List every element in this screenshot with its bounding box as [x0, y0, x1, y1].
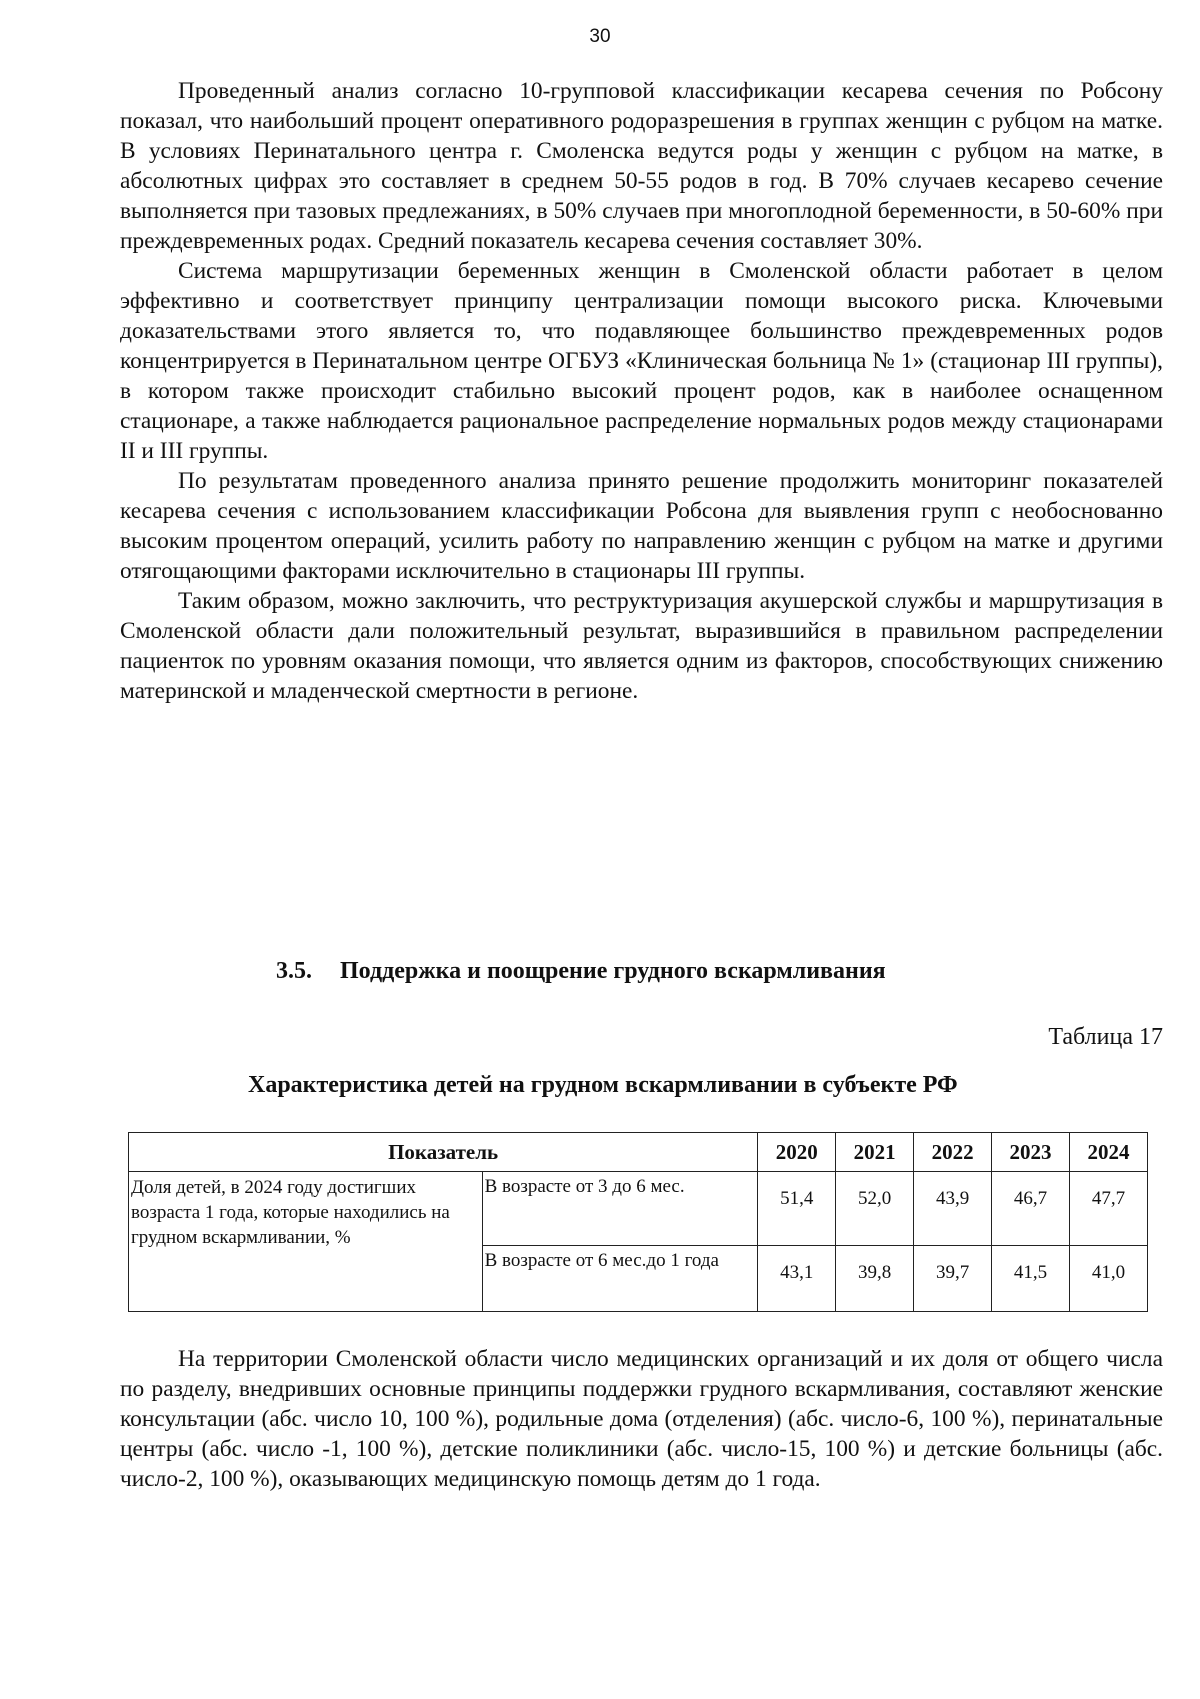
body-text-bottom [120, 1344, 1163, 1494]
table-cell: 51,4 [758, 1172, 836, 1246]
header-year: 2020 [758, 1133, 836, 1172]
header-year: 2022 [914, 1133, 992, 1172]
header-year: 2023 [992, 1133, 1070, 1172]
section-heading [276, 958, 886, 985]
table-cell: 39,8 [836, 1246, 914, 1312]
breastfeeding-table [128, 1132, 1148, 1312]
table-label: Таблица 17 [1048, 1024, 1163, 1050]
section-number: 3.5. [276, 958, 312, 984]
body-text-top [120, 76, 1163, 706]
page-number: 30 [589, 26, 611, 47]
table-cell: 41,0 [1070, 1246, 1148, 1312]
paragraph: Проведенный анализ согласно 10-групповой классификации кесарева сечения по Робсону показал, что наибольший процент оперативного родоразрешения в группах женщин с рубцом на матке. В условиях Перинатального центра г. Смоленска ведутся роды у женщин с рубцом на матке, в абсолютных цифрах это составляет в среднем 50-55 родов в год. В 70% случаев кесарево сечение выполняется при тазовых предлежаниях, в 50% случаев при многоплодной беременности, в 50-60% при преждевременных родах. Средний показатель кесарева сечения составляет 30%. [120, 78, 1163, 254]
table-title: Характеристика детей на грудном вскармливании в субъекте РФ [248, 1072, 958, 1098]
header-year: 2021 [836, 1133, 914, 1172]
row-label: В возрасте от 6 мес.до 1 года [482, 1246, 758, 1312]
table-row [129, 1172, 1148, 1246]
header-indicator: Показатель [129, 1133, 758, 1172]
paragraph: Таким образом, можно заключить, что реструктуризация акушерской службы и маршрутизация в Смоленской области дали положительный результат, выразившийся в правильном распределении пациенток по уровням оказания помощи, что является одним из факторов, способствующих снижению материнской и младенческой смертности в регионе. [120, 588, 1163, 704]
table-cell: 47,7 [1070, 1172, 1148, 1246]
table-cell: 43,9 [914, 1172, 992, 1246]
table-header-row [129, 1133, 1148, 1172]
header-year: 2024 [1070, 1133, 1148, 1172]
row-group-label: Доля детей, в 2024 году достигших возраста 1 года, которые находились на грудном вскармливании, % [129, 1172, 483, 1312]
section-title: Поддержка и поощрение грудного вскармливания [340, 958, 886, 984]
table-cell: 41,5 [992, 1246, 1070, 1312]
table-cell: 46,7 [992, 1172, 1070, 1246]
row-label: В возрасте от 3 до 6 мес. [482, 1172, 758, 1246]
table-cell: 39,7 [914, 1246, 992, 1312]
paragraph: По результатам проведенного анализа принято решение продолжить мониторинг показателей кесарева сечения с использованием классификации Робсона для выявления групп с необоснованно высоким процентом операций, усилить работу по направлению женщин с рубцом на матке и другими отягощающими факторами исключительно в стационары III группы. [120, 468, 1163, 584]
table-cell: 43,1 [758, 1246, 836, 1312]
table-cell: 52,0 [836, 1172, 914, 1246]
paragraph: Система маршрутизации беременных женщин в Смоленской области работает в целом эффективно и соответствует принципу централизации помощи высокого риска. Ключевыми доказательствами этого является то, что подавляющее большинство преждевременных родов концентрируется в Перинатальном центре ОГБУЗ «Клиническая больница № 1» (стационар III группы), в котором также происходит стабильно высокий процент родов, как в наиболее оснащенном стационаре, а также наблюдается рациональное распределение нормальных родов между стационарами II и III группы. [120, 258, 1163, 464]
paragraph: На территории Смоленской области число медицинских организаций и их доля от общего числа по разделу, внедривших основные принципы поддержки грудного вскармливания, составляют женские консультации (абс. число 10, 100 %), родильные дома (отделения) (абс. число-6, 100 %), перинатальные центры (абс. число -1, 100 %), детские поликлиники (абс. число-15, 100 %) и детские больницы (абс. число-2, 100 %), оказывающих медицинскую помощь детям до 1 года. [120, 1346, 1163, 1492]
